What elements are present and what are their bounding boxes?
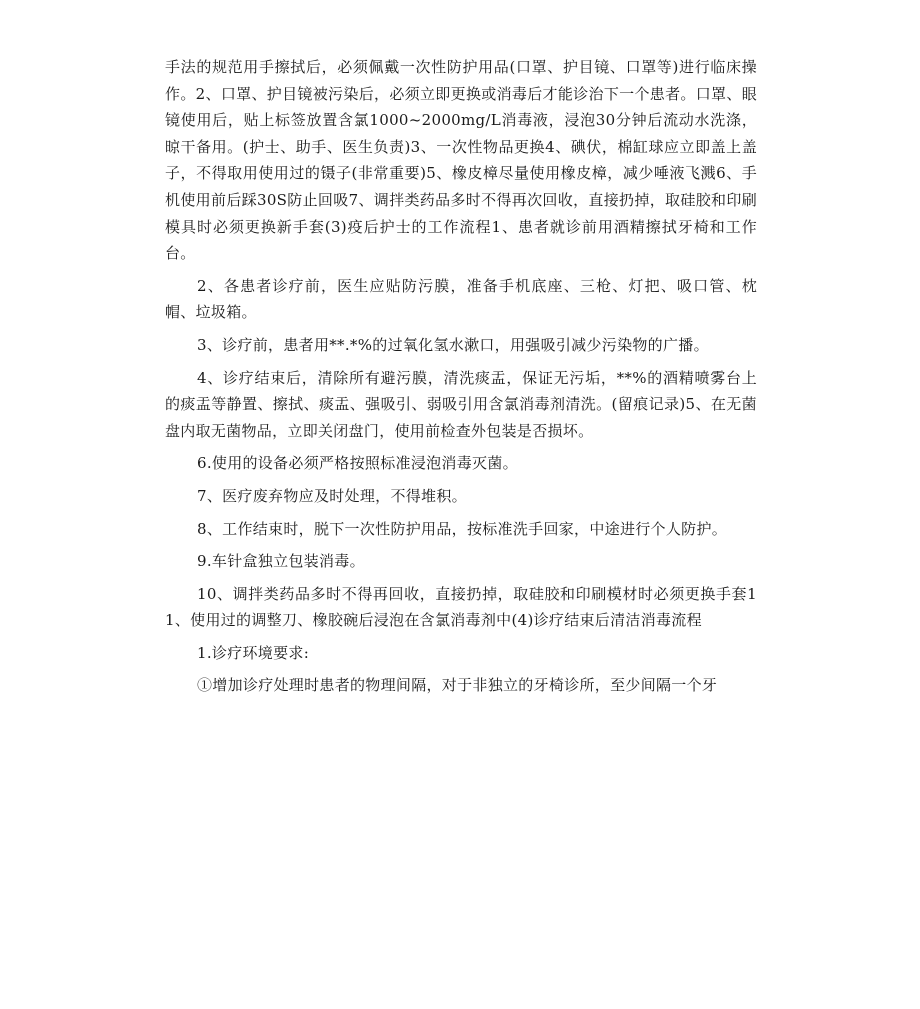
paragraph-5: 6.使用的设备必须严格按照标准浸泡消毒灭菌。 — [197, 454, 518, 473]
paragraph-2: 2、各患者诊疗前，医生应贴防污膜，准备手机底座、三枪、灯把、吸口管、枕帽、垃圾箱。 — [165, 276, 757, 322]
document-body — [165, 54, 757, 705]
paragraph-3: 3、诊疗前，患者用**.*%的过氧化氢水漱口，用强吸引减少污染物的广播。 — [197, 335, 709, 354]
paragraph-9: 10、调拌类药品多时不得再回收，直接扔掉，取硅胶和印刷模材时必须更换手套11、使用过的调整刀、橡胶碗后浸泡在含氯消毒剂中(4)诊疗结束后清洁消毒流程 — [165, 584, 757, 630]
paragraph-4: 4、诊疗结束后，清除所有避污膜，清洗痰盂，保证无污垢，**%的酒精喷雾台上的痰盂等静置、擦拭、痰盂、强吸引、弱吸引用含氯消毒剂清洗。(留痕记录)5、在无菌盘内取无菌物品，立即关闭盘门，使用前检查外包装是否损坏。 — [165, 368, 757, 440]
paragraph-6: 7、医疗废弃物应及时处理，不得堆积。 — [197, 486, 467, 505]
paragraph-7: 8、工作结束时，脱下一次性防护用品，按标准洗手回家，中途进行个人防护。 — [197, 519, 728, 538]
paragraph-10: 1.诊疗环境要求: — [197, 643, 310, 662]
paragraph-8: 9.车针盒独立包装消毒。 — [197, 552, 365, 571]
paragraph-1: 手法的规范用手擦拭后，必须佩戴一次性防护用品(口罩、护目镜、口罩等)进行临床操作。2、口罩、护目镜被污染后，必须立即更换或消毒后才能诊治下一个患者。口罩、眼镜使用后，贴上标签放置含氯1000~2000mg/L消毒液，浸泡30分钟后流动水洗涤，晾干备用。(护士、助手、医生负责)3、一次性物品更换4、碘伏，棉缸球应立即盖上盖子，不得取用使用过的镊子(非常重要)5、橡皮樟尽量使用橡皮樟，减少唾液飞溅6、手机使用前后踩30S防止回吸7、调拌类药品多时不得再次回收，直接扔掉，取硅胶和印刷模具时必须更换新手套(3)疫后护士的工作流程1、患者就诊前用酒精擦拭牙椅和工作台。 — [165, 58, 757, 263]
paragraph-11: ①增加诊疗处理时患者的物理间隔，对于非独立的牙椅诊所，至少间隔一个牙 — [197, 676, 718, 695]
